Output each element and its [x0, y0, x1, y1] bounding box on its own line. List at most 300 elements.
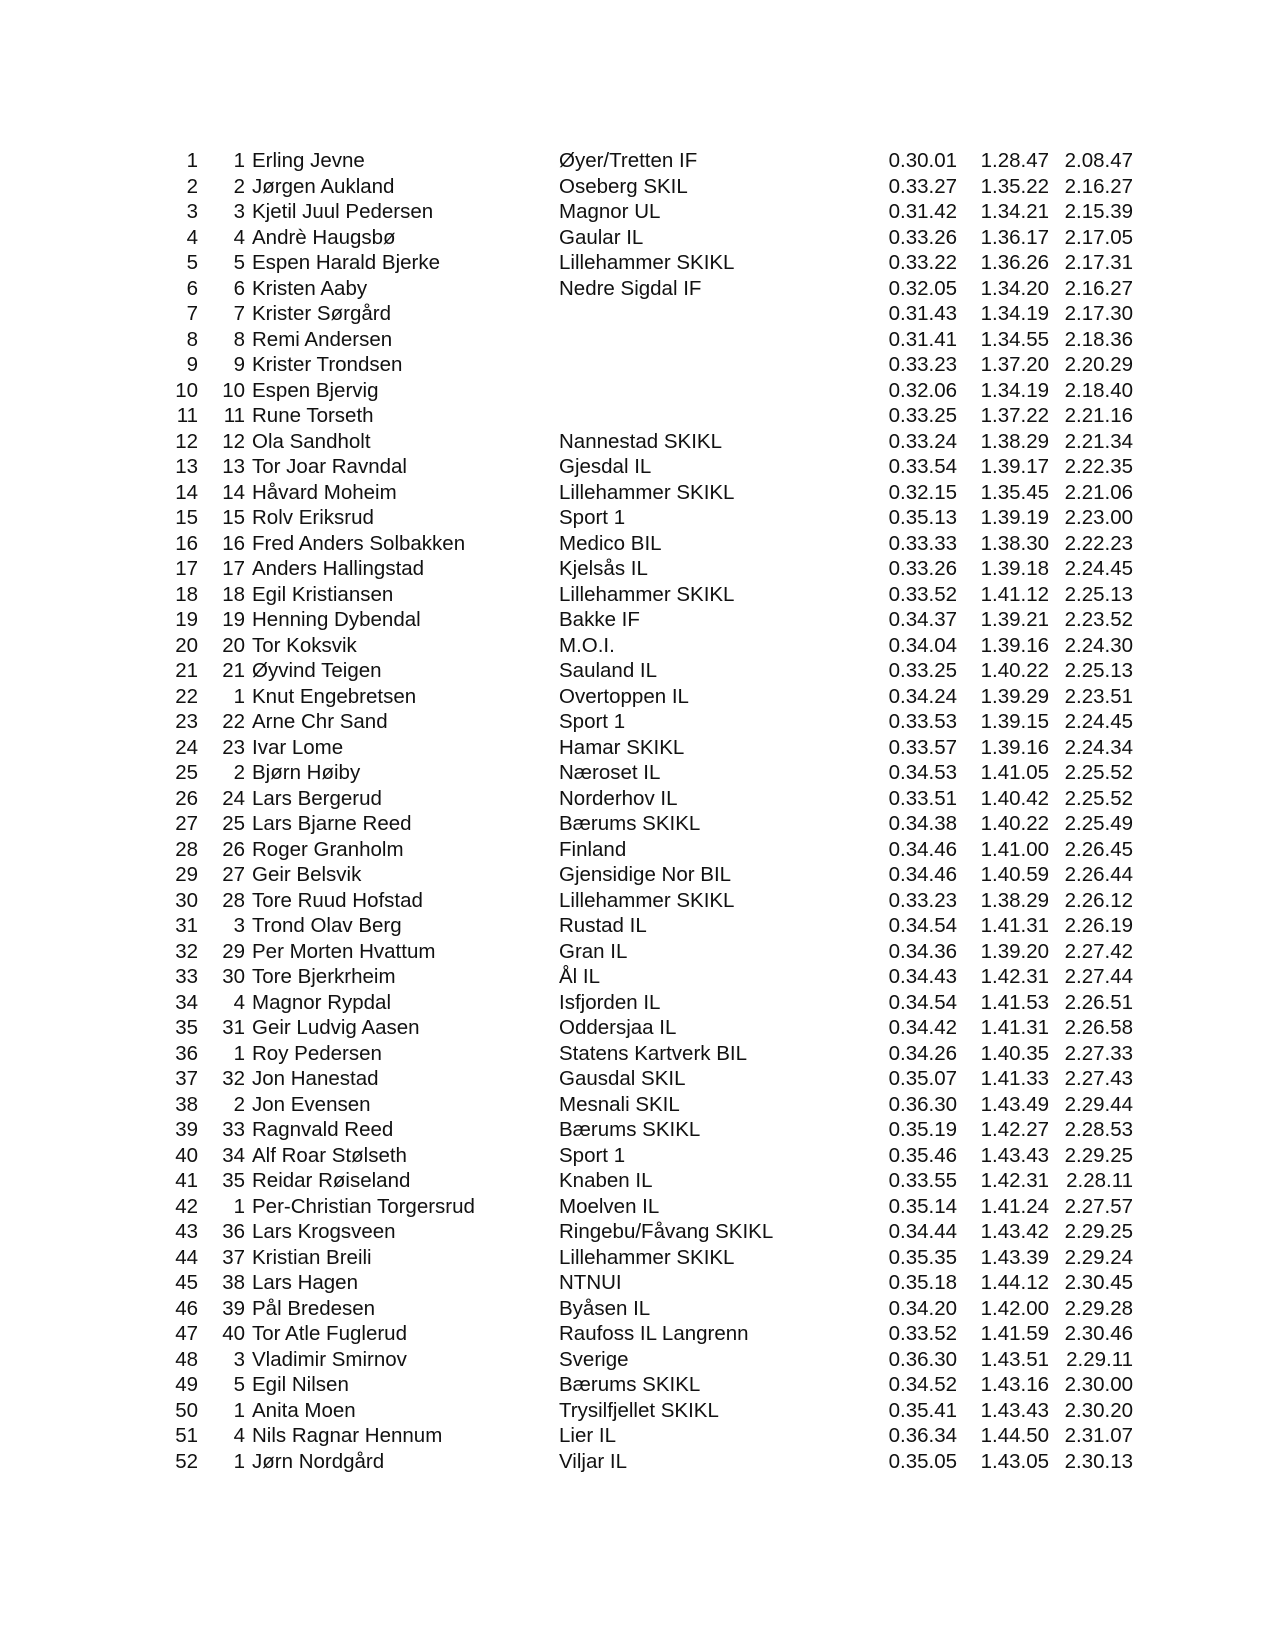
split-time-2-cell: 1.44.12 [980, 1271, 1049, 1294]
finish-time-cell: 2.27.44 [1064, 965, 1133, 988]
finish-time-cell: 2.29.25 [1064, 1143, 1133, 1167]
club-cell: Sauland IL [559, 659, 658, 682]
class-rank-cell: 15 [222, 506, 245, 529]
split-time-1-cell: 0.34.44 [888, 1220, 957, 1243]
split-time-1-cell: 0.32.15 [888, 480, 957, 504]
position-cell: 47 [175, 1322, 198, 1345]
finish-time-cell: 2.27.43 [1064, 1067, 1133, 1090]
split-time-2-cell: 1.43.05 [980, 1449, 1049, 1473]
split-time-1-cell: 0.34.46 [888, 863, 957, 886]
position-cell: 7 [186, 302, 198, 325]
athlete-name-cell: Kjetil Juul Pedersen [252, 200, 434, 223]
result-row [0, 1245, 1275, 1271]
split-time-1-cell: 0.33.27 [888, 174, 957, 198]
finish-time-cell: 2.24.30 [1064, 633, 1133, 657]
club-cell: Norderhov IL [559, 786, 678, 810]
finish-time-cell: 2.25.49 [1064, 812, 1133, 835]
split-time-2-cell: 1.43.51 [980, 1347, 1049, 1371]
result-row [0, 1423, 1275, 1449]
club-cell: Bærums SKIKL [559, 1373, 701, 1396]
class-rank-cell: 23 [222, 735, 245, 759]
split-time-2-cell: 1.39.17 [980, 455, 1049, 478]
class-rank-cell: 13 [222, 455, 245, 478]
class-rank-cell: 6 [233, 276, 245, 300]
class-rank-cell: 2 [233, 1092, 245, 1116]
position-cell: 46 [175, 1296, 198, 1320]
result-row [0, 837, 1275, 863]
club-cell: Mesnali SKIL [559, 1092, 680, 1116]
athlete-name-cell: Øyvind Teigen [252, 659, 382, 682]
split-time-1-cell: 0.33.52 [888, 1322, 957, 1345]
athlete-name-cell: Rolv Eriksrud [252, 506, 374, 529]
athlete-name-cell: Erling Jevne [252, 149, 365, 172]
position-cell: 21 [175, 659, 198, 682]
split-time-2-cell: 1.36.17 [980, 225, 1049, 249]
athlete-name-cell: Nils Ragnar Hennum [252, 1424, 443, 1447]
position-cell: 38 [175, 1092, 198, 1116]
split-time-2-cell: 1.40.22 [980, 812, 1049, 835]
result-row [0, 480, 1275, 506]
split-time-1-cell: 0.34.36 [888, 939, 957, 963]
finish-time-cell: 2.24.45 [1064, 710, 1133, 733]
position-cell: 41 [175, 1169, 198, 1192]
club-cell: Sport 1 [559, 1143, 626, 1167]
split-time-1-cell: 0.32.05 [888, 276, 957, 300]
position-cell: 30 [175, 888, 198, 912]
finish-time-cell: 2.17.05 [1064, 225, 1133, 249]
result-row [0, 913, 1275, 939]
result-row [0, 658, 1275, 684]
split-time-1-cell: 0.32.06 [888, 378, 957, 402]
athlete-name-cell: Kristen Aaby [252, 276, 368, 300]
result-row [0, 1041, 1275, 1067]
result-row [0, 1449, 1275, 1475]
athlete-name-cell: Geir Ludvig Aasen [252, 1016, 420, 1039]
split-time-1-cell: 0.34.37 [888, 608, 957, 631]
split-time-1-cell: 0.35.18 [888, 1271, 957, 1294]
position-cell: 6 [186, 276, 198, 300]
result-row [0, 556, 1275, 582]
position-cell: 5 [186, 251, 198, 274]
finish-time-cell: 2.30.46 [1064, 1322, 1133, 1345]
position-cell: 23 [175, 710, 198, 733]
club-cell: Oseberg SKIL [559, 174, 688, 198]
split-time-1-cell: 0.34.24 [888, 684, 957, 708]
club-cell: Sverige [559, 1347, 629, 1371]
split-time-2-cell: 1.39.16 [980, 735, 1049, 759]
position-cell: 42 [175, 1194, 198, 1218]
club-cell: Moelven IL [559, 1194, 660, 1218]
finish-time-cell: 2.30.20 [1064, 1398, 1133, 1422]
class-rank-cell: 1 [233, 1041, 245, 1065]
athlete-name-cell: Tore Ruud Hofstad [252, 888, 423, 912]
club-cell: Viljar IL [559, 1449, 627, 1473]
split-time-1-cell: 0.33.26 [888, 225, 957, 249]
position-cell: 22 [175, 684, 198, 708]
split-time-1-cell: 0.34.54 [888, 914, 957, 937]
split-time-2-cell: 1.38.29 [980, 429, 1049, 453]
result-row [0, 1398, 1275, 1424]
result-row [0, 505, 1275, 531]
finish-time-cell: 2.15.39 [1064, 200, 1133, 223]
club-cell: Sport 1 [559, 506, 626, 529]
split-time-1-cell: 0.33.25 [888, 404, 957, 427]
split-time-2-cell: 1.41.53 [980, 990, 1049, 1014]
result-row [0, 327, 1275, 353]
split-time-1-cell: 0.33.23 [888, 353, 957, 376]
finish-time-cell: 2.23.52 [1064, 608, 1133, 631]
class-rank-cell: 21 [222, 659, 245, 682]
club-cell: Kjelsås IL [559, 557, 648, 580]
athlete-name-cell: Ragnvald Reed [252, 1118, 394, 1141]
athlete-name-cell: Magnor Rypdal [252, 990, 392, 1014]
club-cell: Bakke IF [559, 608, 640, 631]
split-time-1-cell: 0.30.01 [888, 149, 957, 172]
split-time-1-cell: 0.34.43 [888, 965, 957, 988]
split-time-2-cell: 1.36.26 [980, 251, 1049, 274]
split-time-2-cell: 1.41.24 [980, 1194, 1049, 1218]
split-time-1-cell: 0.34.42 [888, 1016, 957, 1039]
class-rank-cell: 26 [222, 837, 245, 861]
club-cell: Oddersjaa IL [559, 1016, 677, 1039]
athlete-name-cell: Lars Bergerud [252, 786, 382, 810]
split-time-2-cell: 1.40.35 [980, 1041, 1049, 1065]
position-cell: 40 [175, 1143, 198, 1167]
class-rank-cell: 35 [222, 1169, 245, 1192]
split-time-1-cell: 0.31.41 [888, 327, 957, 351]
result-row [0, 1347, 1275, 1373]
split-time-2-cell: 1.39.19 [980, 506, 1049, 529]
result-row [0, 378, 1275, 404]
split-time-2-cell: 1.42.27 [980, 1118, 1049, 1141]
finish-time-cell: 2.17.30 [1064, 302, 1133, 325]
class-rank-cell: 7 [233, 302, 245, 325]
athlete-name-cell: Lars Krogsveen [252, 1220, 396, 1243]
split-time-2-cell: 1.42.00 [980, 1296, 1049, 1320]
result-row [0, 429, 1275, 455]
athlete-name-cell: Espen Harald Bjerke [252, 251, 441, 274]
position-cell: 15 [175, 506, 198, 529]
result-row [0, 1092, 1275, 1118]
class-rank-cell: 2 [233, 761, 245, 784]
split-time-1-cell: 0.33.23 [888, 888, 957, 912]
split-time-1-cell: 0.36.34 [888, 1424, 957, 1447]
finish-time-cell: 2.25.52 [1064, 761, 1133, 784]
result-row [0, 1066, 1275, 1092]
club-cell: Nannestad SKIKL [559, 429, 722, 453]
split-time-2-cell: 1.39.21 [980, 608, 1049, 631]
result-row [0, 1219, 1275, 1245]
finish-time-cell: 2.23.00 [1064, 506, 1133, 529]
class-rank-cell: 16 [222, 531, 245, 555]
club-cell: Hamar SKIKL [559, 735, 685, 759]
athlete-name-cell: Krister Sørgård [252, 302, 391, 325]
athlete-name-cell: Tor Koksvik [252, 633, 357, 657]
position-cell: 26 [175, 786, 198, 810]
finish-time-cell: 2.29.44 [1064, 1092, 1133, 1116]
class-rank-cell: 4 [233, 1424, 245, 1447]
result-row [0, 607, 1275, 633]
result-row [0, 1372, 1275, 1398]
position-cell: 45 [175, 1271, 198, 1294]
athlete-name-cell: Ivar Lome [252, 735, 344, 759]
result-row [0, 352, 1275, 378]
club-cell: Bærums SKIKL [559, 812, 701, 835]
split-time-1-cell: 0.36.30 [888, 1347, 957, 1371]
split-time-2-cell: 1.37.20 [980, 353, 1049, 376]
finish-time-cell: 2.23.51 [1064, 684, 1133, 708]
position-cell: 31 [175, 914, 198, 937]
split-time-2-cell: 1.39.16 [980, 633, 1049, 657]
class-rank-cell: 30 [222, 965, 245, 988]
finish-time-cell: 2.26.51 [1064, 990, 1133, 1014]
athlete-name-cell: Anders Hallingstad [252, 557, 425, 580]
split-time-1-cell: 0.34.26 [888, 1041, 957, 1065]
finish-time-cell: 2.20.29 [1064, 353, 1133, 376]
result-row [0, 582, 1275, 608]
class-rank-cell: 4 [233, 225, 245, 249]
result-row [0, 888, 1275, 914]
split-time-1-cell: 0.33.52 [888, 582, 957, 606]
split-time-2-cell: 1.35.45 [980, 480, 1049, 504]
athlete-name-cell: Henning Dybendal [252, 608, 421, 631]
club-cell: Sport 1 [559, 710, 626, 733]
position-cell: 35 [175, 1016, 198, 1039]
split-time-2-cell: 1.41.31 [980, 1016, 1049, 1039]
class-rank-cell: 33 [222, 1118, 245, 1141]
position-cell: 14 [175, 480, 198, 504]
athlete-name-cell: Tor Atle Fuglerud [252, 1322, 407, 1345]
finish-time-cell: 2.29.28 [1064, 1296, 1133, 1320]
position-cell: 34 [175, 990, 198, 1014]
split-time-1-cell: 0.31.42 [888, 200, 957, 223]
athlete-name-cell: Anita Moen [252, 1398, 356, 1422]
position-cell: 4 [186, 225, 198, 249]
split-time-2-cell: 1.41.59 [980, 1322, 1049, 1345]
result-row [0, 964, 1275, 990]
position-cell: 16 [175, 531, 198, 555]
split-time-1-cell: 0.34.54 [888, 990, 957, 1014]
split-time-2-cell: 1.40.59 [980, 863, 1049, 886]
class-rank-cell: 3 [233, 914, 245, 937]
athlete-name-cell: Arne Chr Sand [252, 710, 388, 733]
club-cell: M.O.I. [559, 633, 615, 657]
class-rank-cell: 3 [233, 1347, 245, 1371]
finish-time-cell: 2.24.45 [1064, 557, 1133, 580]
split-time-2-cell: 1.34.21 [980, 200, 1049, 223]
athlete-name-cell: Lars Hagen [252, 1271, 358, 1294]
split-time-2-cell: 1.34.20 [980, 276, 1049, 300]
finish-time-cell: 2.26.19 [1064, 914, 1133, 937]
split-time-2-cell: 1.43.42 [980, 1220, 1049, 1243]
split-time-2-cell: 1.43.49 [980, 1092, 1049, 1116]
result-row [0, 403, 1275, 429]
split-time-2-cell: 1.40.42 [980, 786, 1049, 810]
athlete-name-cell: Jon Evensen [252, 1092, 371, 1116]
split-time-1-cell: 0.33.22 [888, 251, 957, 274]
position-cell: 49 [175, 1373, 198, 1396]
split-time-2-cell: 1.39.20 [980, 939, 1049, 963]
position-cell: 36 [175, 1041, 198, 1065]
club-cell: Ringebu/Fåvang SKIKL [559, 1220, 774, 1243]
finish-time-cell: 2.22.23 [1064, 531, 1133, 555]
finish-time-cell: 2.27.42 [1064, 939, 1133, 963]
club-cell: Næroset IL [559, 761, 661, 784]
position-cell: 12 [175, 429, 198, 453]
club-cell: Lillehammer SKIKL [559, 888, 735, 912]
result-row [0, 148, 1275, 174]
result-row [0, 1168, 1275, 1194]
athlete-name-cell: Pål Bredesen [252, 1296, 376, 1320]
finish-time-cell: 2.27.33 [1064, 1041, 1133, 1065]
position-cell: 3 [186, 200, 198, 223]
split-time-2-cell: 1.43.16 [980, 1373, 1049, 1396]
position-cell: 20 [175, 633, 198, 657]
club-cell: Lier IL [559, 1424, 616, 1447]
athlete-name-cell: Andrè Haugsbø [252, 225, 396, 249]
finish-time-cell: 2.26.12 [1064, 888, 1133, 912]
club-cell: Finland [559, 837, 627, 861]
split-time-1-cell: 0.34.46 [888, 837, 957, 861]
club-cell: Lillehammer SKIKL [559, 480, 735, 504]
class-rank-cell: 39 [222, 1296, 245, 1320]
result-row [0, 1117, 1275, 1143]
club-cell: Rustad IL [559, 914, 647, 937]
result-row [0, 990, 1275, 1016]
split-time-2-cell: 1.39.15 [980, 710, 1049, 733]
class-rank-cell: 34 [222, 1143, 245, 1167]
split-time-2-cell: 1.40.22 [980, 659, 1049, 682]
class-rank-cell: 19 [222, 608, 245, 631]
split-time-2-cell: 1.38.29 [980, 888, 1049, 912]
club-cell: Trysilfjellet SKIKL [559, 1398, 719, 1422]
athlete-name-cell: Trond Olav Berg [252, 914, 402, 937]
position-cell: 29 [175, 863, 198, 886]
class-rank-cell: 8 [233, 327, 245, 351]
athlete-name-cell: Per Morten Hvattum [252, 939, 436, 963]
split-time-1-cell: 0.34.38 [888, 812, 957, 835]
split-time-1-cell: 0.33.51 [888, 786, 957, 810]
split-time-1-cell: 0.33.26 [888, 557, 957, 580]
result-row [0, 531, 1275, 557]
split-time-1-cell: 0.31.43 [888, 302, 957, 325]
position-cell: 9 [186, 353, 198, 376]
athlete-name-cell: Reidar Røiseland [252, 1169, 411, 1192]
split-time-2-cell: 1.41.12 [980, 582, 1049, 606]
class-rank-cell: 27 [222, 863, 245, 886]
athlete-name-cell: Roy Pedersen [252, 1041, 382, 1065]
position-cell: 13 [175, 455, 198, 478]
position-cell: 39 [175, 1118, 198, 1141]
athlete-name-cell: Tore Bjerkrheim [252, 965, 396, 988]
finish-time-cell: 2.16.27 [1064, 276, 1133, 300]
results-list [0, 148, 1275, 1474]
athlete-name-cell: Roger Granholm [252, 837, 404, 861]
class-rank-cell: 25 [222, 812, 245, 835]
finish-time-cell: 2.08.47 [1064, 149, 1133, 172]
finish-time-cell: 2.17.31 [1064, 251, 1133, 274]
class-rank-cell: 1 [233, 1194, 245, 1218]
position-cell: 1 [186, 149, 198, 172]
class-rank-cell: 36 [222, 1220, 245, 1243]
result-row [0, 276, 1275, 302]
club-cell: Gjensidige Nor BIL [559, 863, 732, 886]
result-row [0, 1194, 1275, 1220]
result-row [0, 862, 1275, 888]
finish-time-cell: 2.21.16 [1064, 404, 1133, 427]
finish-time-cell: 2.22.35 [1064, 455, 1133, 478]
split-time-1-cell: 0.34.53 [888, 761, 957, 784]
split-time-2-cell: 1.39.29 [980, 684, 1049, 708]
class-rank-cell: 28 [222, 888, 245, 912]
position-cell: 2 [186, 174, 198, 198]
split-time-1-cell: 0.34.04 [888, 633, 957, 657]
split-time-1-cell: 0.33.24 [888, 429, 957, 453]
class-rank-cell: 9 [233, 353, 245, 376]
position-cell: 52 [175, 1449, 198, 1473]
athlete-name-cell: Bjørn Høiby [252, 761, 361, 784]
position-cell: 50 [175, 1398, 198, 1422]
result-row [0, 454, 1275, 480]
finish-time-cell: 2.30.00 [1064, 1373, 1133, 1396]
split-time-2-cell: 1.41.05 [980, 761, 1049, 784]
position-cell: 8 [186, 327, 198, 351]
split-time-1-cell: 0.33.55 [888, 1169, 957, 1192]
split-time-2-cell: 1.28.47 [980, 149, 1049, 172]
club-cell: Lillehammer SKIKL [559, 582, 735, 606]
position-cell: 17 [175, 557, 198, 580]
position-cell: 24 [175, 735, 198, 759]
finish-time-cell: 2.30.13 [1064, 1449, 1133, 1473]
result-row [0, 1321, 1275, 1347]
athlete-name-cell: Jon Hanestad [252, 1067, 379, 1090]
position-cell: 33 [175, 965, 198, 988]
class-rank-cell: 1 [233, 1449, 245, 1473]
athlete-name-cell: Jørn Nordgård [252, 1449, 385, 1473]
split-time-2-cell: 1.42.31 [980, 1169, 1049, 1192]
finish-time-cell: 2.25.52 [1064, 786, 1133, 810]
split-time-1-cell: 0.33.57 [888, 735, 957, 759]
class-rank-cell: 10 [222, 378, 245, 402]
split-time-1-cell: 0.33.54 [888, 455, 957, 478]
class-rank-cell: 4 [233, 990, 245, 1014]
class-rank-cell: 20 [222, 633, 245, 657]
split-time-1-cell: 0.35.13 [888, 506, 957, 529]
finish-time-cell: 2.26.44 [1064, 863, 1133, 886]
result-row [0, 1015, 1275, 1041]
club-cell: Gran IL [559, 939, 628, 963]
split-time-1-cell: 0.35.41 [888, 1398, 957, 1422]
position-cell: 27 [175, 812, 198, 835]
result-row [0, 250, 1275, 276]
athlete-name-cell: Rune Torseth [252, 404, 374, 427]
athlete-name-cell: Fred Anders Solbakken [252, 531, 466, 555]
result-row [0, 199, 1275, 225]
split-time-1-cell: 0.35.07 [888, 1067, 957, 1090]
result-row [0, 760, 1275, 786]
result-row [0, 301, 1275, 327]
class-rank-cell: 5 [233, 1373, 245, 1396]
split-time-2-cell: 1.34.55 [980, 327, 1049, 351]
class-rank-cell: 3 [233, 200, 245, 223]
finish-time-cell: 2.25.13 [1064, 582, 1133, 606]
position-cell: 19 [175, 608, 198, 631]
finish-time-cell: 2.30.45 [1064, 1271, 1133, 1294]
split-time-1-cell: 0.34.52 [888, 1373, 957, 1396]
finish-time-cell: 2.18.36 [1064, 327, 1133, 351]
split-time-2-cell: 1.42.31 [980, 965, 1049, 988]
position-cell: 43 [175, 1220, 198, 1243]
